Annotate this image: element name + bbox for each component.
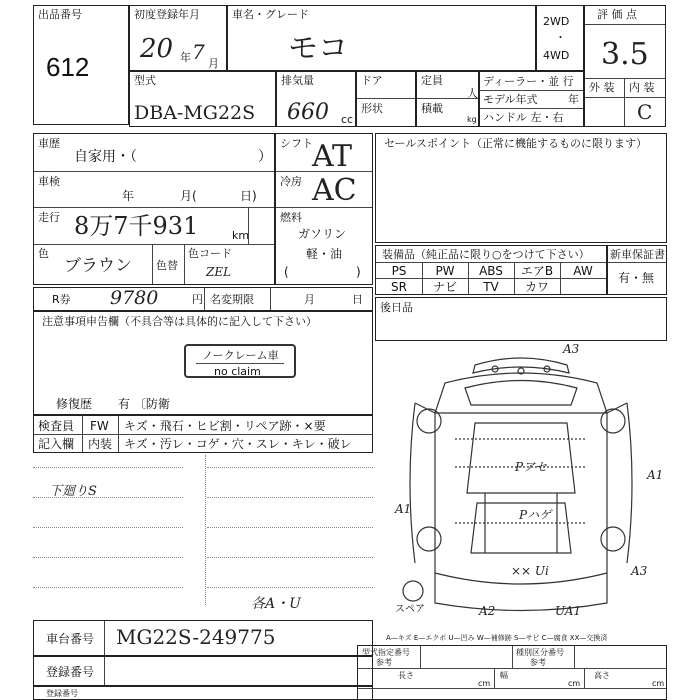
fuel-paren-open: ( [284, 265, 289, 279]
capacity-label: 定員 [421, 74, 443, 87]
warranty-label: 新車保証書 [610, 248, 665, 261]
shift-block [275, 133, 373, 285]
equipment-leather: カワ [524, 280, 549, 294]
equipment-aw: AW [573, 264, 593, 278]
color-value: ブラウン [64, 256, 132, 276]
noclaim-en: no claim [214, 365, 261, 378]
inspector-rows [33, 415, 373, 453]
postscript-label: 後日品 [380, 301, 413, 314]
name-change-label: 名変期限 [210, 293, 254, 306]
equipment-pw: PW [435, 264, 455, 278]
mileage-unit: km [232, 229, 250, 242]
equipment-airbag: エアB [520, 264, 554, 278]
dotted-notes-area [33, 455, 373, 615]
registration-label: 初度登録年月 [134, 8, 200, 21]
width-label: 幅 [500, 671, 508, 680]
width-unit: cm [568, 679, 581, 688]
score-value: 3.5 [601, 37, 649, 72]
damage-mark-p-hage: Pハゲ [519, 508, 552, 522]
inspection-label: 車検 [38, 175, 60, 188]
handwritten-note-each: 各A・U [251, 596, 301, 612]
damage-legend: A—キズ E—エクボ U—凹み W—補修跡 S—サビ C—腐食 XX—交換済 [386, 634, 608, 642]
category-sub: 参考 [530, 658, 546, 667]
car-damage-diagram [375, 343, 667, 625]
score-exterior-label: 外 装 [589, 81, 615, 94]
car-outline-icon [375, 343, 667, 625]
recycle-value: 9780 [110, 287, 159, 309]
mileage-label: 走行 [38, 211, 60, 224]
fuel-gasoline: ガソリン [298, 227, 347, 241]
history-value: 自家用・（ [74, 149, 137, 165]
bottom-row [33, 686, 373, 700]
inspector-fw: FW [90, 419, 109, 433]
inspector-label: 検査員 [38, 419, 75, 433]
handle-label: ハンドル 左・右 [483, 111, 564, 124]
equipment-abs: ABS [479, 264, 503, 278]
displacement-unit: cc [341, 113, 354, 126]
shift-value: AT [312, 139, 353, 174]
specified-sub: 参考 [376, 658, 392, 667]
warranty-box [607, 245, 667, 295]
model-name-label: 車名・グレード [232, 8, 309, 21]
entry-interior-text: キズ・汚レ・コゲ・穴・スレ・キレ・破レ [124, 437, 352, 451]
recycle-unit: 円 [192, 293, 203, 306]
score-interior-label: 内 装 [629, 81, 655, 94]
model-year-unit: 年 [568, 93, 579, 106]
type-box [129, 71, 276, 127]
repair-value: 有 〔防衛 [118, 397, 170, 411]
chassis-value: MG22S-249775 [116, 625, 276, 649]
damage-mark-a3-top: A3 [563, 342, 580, 356]
score-label: 評 価 点 [597, 8, 637, 21]
registration-box [129, 5, 227, 71]
ac-value: AC [312, 173, 357, 208]
shift-label: シフト [280, 137, 313, 150]
type-label: 型式 [134, 74, 156, 87]
score-box [584, 5, 666, 127]
length-label: 長さ [398, 671, 414, 680]
mileage-value: 8万7千931 [74, 212, 199, 240]
specified-label: 型式指定番号 [362, 648, 410, 657]
drive-dot: ・ [555, 31, 566, 44]
inspection-month: 月( [180, 189, 197, 203]
notes-label: 注意事項申告欄（不具合等は具体的に記入して下さい） [42, 315, 317, 328]
damage-mark-a2: A2 [479, 604, 496, 618]
equipment-tv: TV [483, 280, 499, 294]
sales-point-label: セールスポイント（正常に機能するものに限ります） [384, 137, 648, 150]
damage-mark-a1-left: A1 [395, 502, 412, 516]
lot-label: 出品番号 [38, 8, 82, 21]
model-name-box [227, 5, 536, 71]
lot-number: 612 [46, 52, 90, 82]
door-label: ドア [361, 74, 383, 87]
recycle-label: R券 [52, 293, 71, 306]
damage-mark-p-ase: Pアセ [515, 460, 547, 474]
name-change-day: 日 [352, 293, 363, 306]
postscript-box [375, 297, 667, 341]
name-change-month: 月 [304, 293, 315, 306]
history-block [33, 133, 275, 285]
length-unit: cm [478, 679, 491, 688]
color-code-value: ZEL [206, 265, 232, 279]
chassis-box [33, 620, 373, 656]
fuel-paren-close: ) [356, 265, 361, 279]
inspection-day: 日) [240, 189, 257, 203]
handwritten-note-underbody: 下廻りS [49, 484, 97, 499]
model-year-label: モデル年式 [483, 93, 538, 106]
displacement-label: 排気量 [281, 74, 314, 87]
load-label: 積載 [421, 102, 443, 115]
category-label: 種別区分番号 [516, 648, 564, 657]
drive-4wd: 4WD [543, 49, 570, 62]
equipment-ps: PS [391, 264, 407, 278]
color-code-label: 色コード [188, 247, 232, 260]
model-name-value: モコ [288, 31, 348, 66]
lot-box [33, 5, 129, 125]
registration-year: 20 [140, 34, 174, 64]
noclaim-stamp [184, 344, 296, 378]
equipment-box [375, 245, 607, 295]
equipment-label: 装備品（純正品に限り○をつけて下さい） [382, 248, 590, 261]
damage-mark-ua1: UA1 [555, 604, 582, 618]
color-repaint-label: 色替 [156, 259, 178, 272]
load-unit: kg [467, 115, 477, 124]
drive-2wd: 2WD [543, 15, 570, 28]
damage-mark-a3-bottom: A3 [631, 564, 648, 578]
inspection-year: 年 [122, 189, 135, 203]
spare-label: スペア [395, 604, 425, 615]
sales-point-box [375, 133, 667, 243]
drive-box [536, 5, 584, 71]
warranty-value: 有・無 [618, 271, 655, 285]
repair-label: 修復歴 [56, 397, 93, 411]
fuel-label: 燃料 [280, 211, 302, 224]
door-shape-box [356, 71, 416, 127]
recycle-row [33, 287, 373, 311]
score-interior-value: C [637, 100, 653, 124]
registration-year-unit: 年 [180, 51, 191, 64]
dealer-label: ディーラー・並 行 [483, 75, 574, 88]
notes-box [33, 311, 373, 415]
history-close: ） [258, 149, 272, 165]
fuel-diesel: 軽・油 [306, 247, 343, 261]
dealer-box [479, 71, 584, 127]
noclaim-jp: ノークレーム車 [202, 349, 279, 362]
ac-label: 冷房 [280, 175, 302, 188]
damage-mark-a1-right: A1 [647, 468, 664, 482]
capacity-unit: 人 [467, 87, 478, 100]
capacity-load-box [416, 71, 479, 127]
registration-month: 7 [192, 40, 205, 64]
entry-label: 記入欄 [38, 437, 75, 451]
registration-number-box [33, 656, 373, 686]
spec-table [357, 645, 667, 700]
bottom-row-label: 登録番号 [46, 689, 78, 698]
registration-number-label: 登録番号 [46, 665, 95, 679]
shape-label: 形状 [361, 102, 383, 115]
height-label: 高さ [594, 671, 610, 680]
equipment-sr: SR [391, 280, 407, 294]
displacement-box [276, 71, 356, 127]
color-label: 色 [38, 247, 49, 260]
displacement-value: 660 [287, 100, 329, 125]
chassis-label: 車台番号 [46, 632, 95, 646]
equipment-navi: ナビ [432, 280, 457, 294]
history-label: 車歴 [38, 137, 60, 150]
damage-mark-xx-ui: ×× Ui [511, 564, 549, 578]
registration-month-unit: 月 [208, 57, 219, 70]
inspector-fw-text: キズ・飛石・ヒビ割・リペア跡・×要 [124, 419, 326, 433]
type-value: DBA-MG22S [134, 102, 256, 124]
entry-interior: 内装 [88, 437, 113, 451]
height-unit: cm [652, 679, 665, 688]
